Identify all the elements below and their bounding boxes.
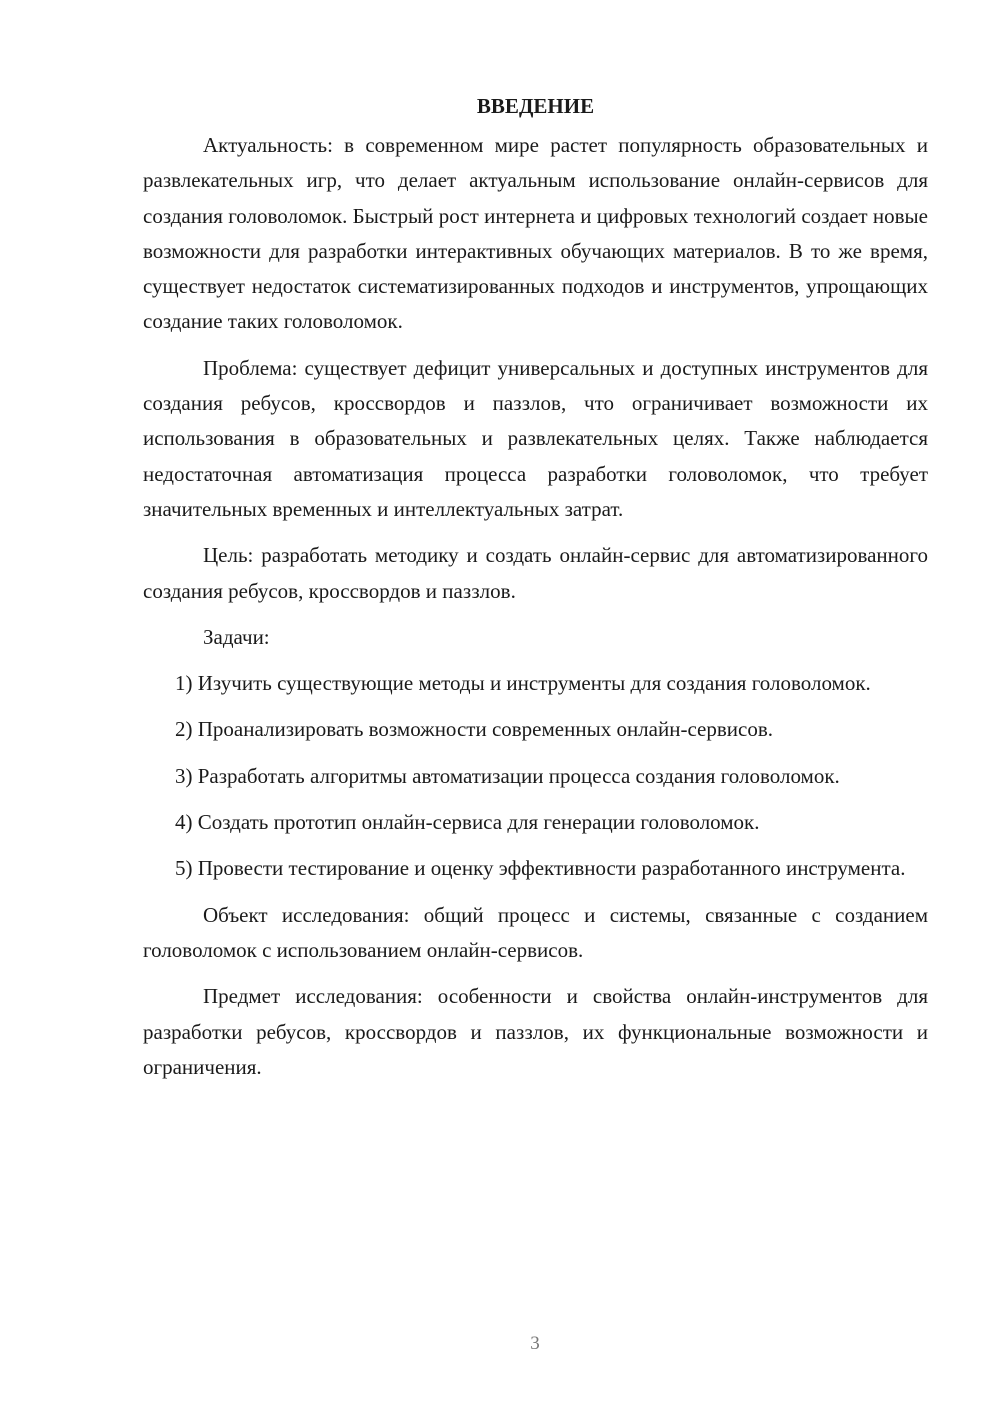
task-item-4: 4) Создать прототип онлайн-сервиса для генерации головоломок. <box>175 810 760 835</box>
task-item-5: 5) Провести тестирование и оценку эффективности разработанного инструмента. <box>175 856 906 881</box>
task-item-1: 1) Изучить существующие методы и инструменты для создания головоломок. <box>175 671 871 696</box>
relevance-paragraph: Актуальность: в современном мире растет популярность образовательных и развлекательных игр, что делает актуальным использование онлайн-сервисов для создания головоломок. Быстрый рост интернета и цифровых технологий создает новые возможности для разработки интерактивных обучающих материалов. В то же время, существует недостаток систематизированных подходов и инструментов, упрощающих создание таких головоломок. <box>143 133 928 334</box>
section-heading: ВВЕДЕНИЕ <box>476 94 595 118</box>
goal-paragraph: Цель: разработать методику и создать онлайн-сервис для автоматизированного создания ребусов, кроссвордов и паззлов. <box>143 543 928 603</box>
object-paragraph: Объект исследования: общий процесс и системы, связанные с созданием головоломок с использованием онлайн-сервисов. <box>143 902 928 962</box>
page-number: 3 <box>530 1333 540 1354</box>
document-page <box>143 90 928 1085</box>
subject-paragraph: Предмет исследования: особенности и свойства онлайн-инструментов для разработки ребусов, кроссвордов и паззлов, их функциональные возможности и ограничения. <box>143 984 928 1079</box>
tasks-label: Задачи: <box>203 624 270 649</box>
task-item-3: 3) Разработать алгоритмы автоматизации процесса создания головоломок. <box>175 763 840 788</box>
task-item-2: 2) Проанализировать возможности современных онлайн-сервисов. <box>175 717 773 742</box>
problem-paragraph: Проблема: существует дефицит универсальных и доступных инструментов для создания ребусов, кроссвордов и паззлов, что ограничивает возможности их использования в образовательных и развлекательных целях. Также наблюдается недостаточная автоматизация процесса разработки головоломок, что требует значительных временных и интеллектуальных затрат. <box>143 355 928 521</box>
